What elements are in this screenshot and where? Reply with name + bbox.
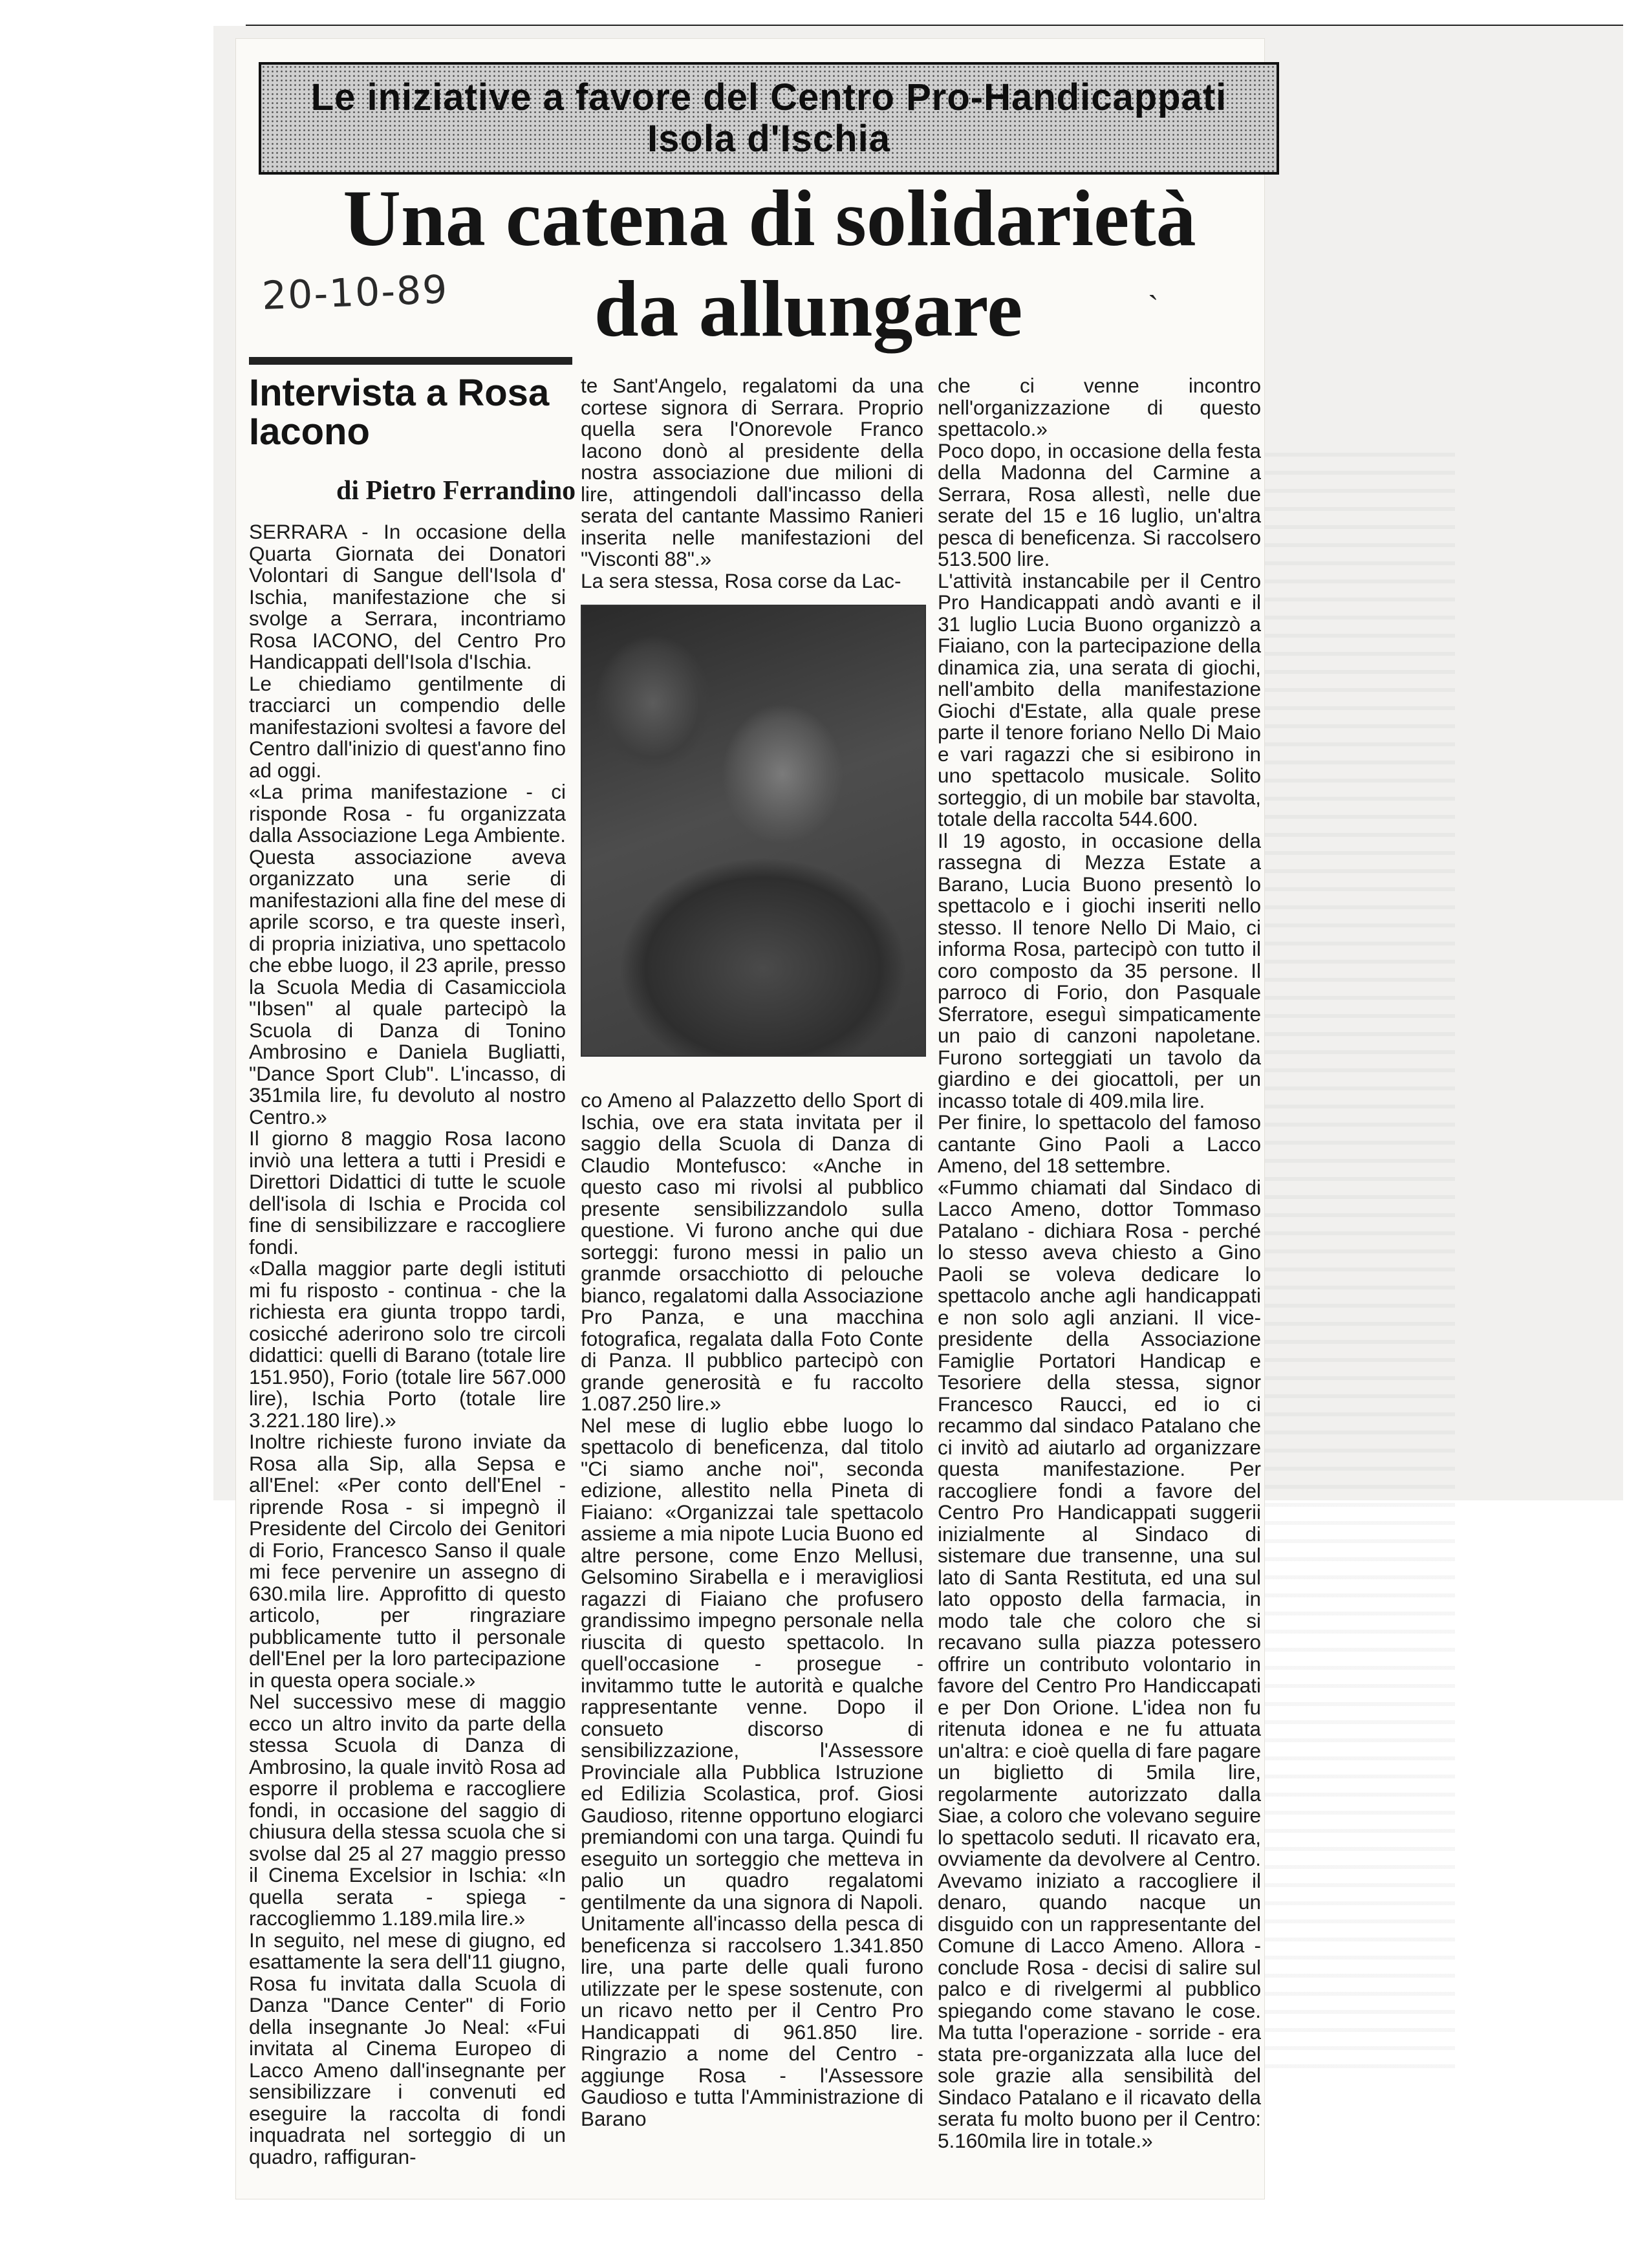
kicker-banner <box>259 62 1279 175</box>
paragraph: Inoltre richieste furono inviate da Rosa alla Sip, alla Sepsa e all'Enel: «Per conto dell'Enel - riprende Rosa - si impegnò il Presidente del Circolo dei Genitori di Forio, Francesco Sanso il quale mi fece pervenire un assegno di 630.mila lire. Approfitto di questo articolo, per ringraziare pubblicamente tutto il personale dell'Enel per la loro partecipazione in questa opera sociale.» <box>249 1430 566 1692</box>
headline <box>304 173 1235 354</box>
kicker-text <box>311 77 1227 160</box>
background-bleed-columns <box>1261 453 1455 2069</box>
paragraph: «La prima manifestazione - ci risponde Rosa - fu organizzata dalla Associazione Lega Ambiente. Questa associazione aveva organizzato una serie di manifestazioni alla fine del mese di aprile scorso, e tra queste inserì, di propria iniziativa, uno spettacolo che ebbe luogo, il 23 aprile, presso la Scuola Media di Casamicciola "Ibsen" al quale partecipò la Scuola di Danza di Tonino Ambrosino e Daniela Bugliatti, "Dance Sport Club". L'incasso, di 351mila lire, fu devoluto al nostro Centro.» <box>249 780 566 1129</box>
article-column-2-bottom <box>581 1090 923 2130</box>
paragraph: Poco dopo, in occasione della festa della Madonna del Carmine a Serrara, Rosa allestì, nelle due serate del 15 e 16 luglio, un'altra pesca di beneficenza. Si raccolsero 513.500 lire. <box>938 438 1261 570</box>
headline-line-1: Una catena di solidarietà <box>343 174 1196 263</box>
handwritten-date: 20-10-89 <box>261 266 449 319</box>
paragraph: te Sant'Angelo, regalatomi da una cortese signora di Serrara. Proprio quella sera l'Onorevole Franco Iacono donò al presidente della nostra associazione due milioni di lire, attingendoli dall'incasso della serata del cantante Massimo Ranieri inserita nelle manifestazioni del "Visconti 88".» <box>581 374 923 570</box>
kicker-line-1: Le iniziative a favore del Centro Pro-Handicappati <box>310 76 1227 118</box>
paragraph: Il 19 agosto, in occasione della rassegna di Mezza Estate a Barano, Lucia Buono presentò lo spettacolo e i giochi inseriti nello stesso. Il tenore Nello Di Maio, ci informa Rosa, partecipò con tutto il coro composto da 35 persone. Il parroco di Forio, don Pasquale Sferratore, eseguì simpaticamente un paio di canzoni napoletane. Furono sorteggiati un tavolo da giardino e dei giocattoli, per un incasso totale di 409.mila lire. <box>938 828 1261 1112</box>
paragraph: co Ameno al Palazzetto dello Sport di Ischia, ove era stata invitata per il saggio della Scuola di Danza di Claudio Montefusco: «Anche in questo caso mi rivolsi al pubblico presente sensibilizzandolo sulla questione. Vi furono anche qui due sorteggi: furono messi in palio un granmde orsacchiotto di pelouche bianco, regalatomi dalla Associazione Pro Panza, e una macchina fotografica, regalata dalla Foto Conte di Panza. Il pubblico partecipò con grande generosità e fu raccolto 1.087.250 lire.» <box>581 1088 923 1415</box>
subhead-rule <box>249 357 572 365</box>
paragraph: Nel mese di luglio ebbe luogo lo spettacolo di beneficenza, dal titolo "Ci siamo anche noi", seconda edizione, allestito nella Pineta di Fiaiano: «Organizzai tale spettacolo assieme a mia nipote Lucia Buono ed altre persone, come Enzo Mellusi, Gelsomino Sirabella e i meravigliosi ragazzi di Fiaiano che profusero grandissimo impegno personale nella riuscita di questo spettacolo. In quell'occasione - prosegue - invitammo tutte le autorità e qualche rappresentante venne. Dopo il consueto discorso di sensibilizzazione, l'Assessore Provinciale alla Pubblica Istruzione ed Edilizia Scolastica, prof. Giosi Gaudioso, ritenne opportuno elogiarci premiandomi con una targa. Quindi fu eseguito un sorteggio che metteva in palio un quadro regalatomi gentilmente da una signora di Napoli. Unitamente all'incasso della pesca di beneficenza si raccolsero 1.341.850 lire, una parte delle quali furono utilizzate per le spese sostenute, con un ricavo netto per il Centro Pro Handicappati di 961.850 lire. Ringrazio a nome del Centro - aggiunge Rosa - l'Assessore Gaudioso e tutta l'Amministrazione di Barano <box>581 1413 923 2130</box>
photo-rosa-iacono-with-child <box>581 605 926 1057</box>
subheading: Intervista a Rosa Iacono <box>249 372 550 453</box>
paragraph: Il giorno 8 maggio Rosa Iacono inviò una lettera a tutti i Presidi e Direttori Didattici di tutte le scuole dell'isola di Ischia e Procida col fine di sensibilizzare e raccogliere fondi. <box>249 1127 566 1258</box>
paragraph: Per finire, lo spettacolo del famoso cantante Gino Paoli a Lacco Ameno, del 18 settembre. <box>938 1110 1261 1177</box>
paragraph: Le chiediamo gentilmente di tracciarci un compendio delle manifestazioni svoltesi a favore del Centro dall'inizio di quest'anno fino ad oggi. <box>249 671 566 782</box>
headline-line-2: da allungare <box>594 265 1023 353</box>
article-column-2-top <box>581 375 923 592</box>
article-column-1 <box>249 521 566 2168</box>
paragraph: Nel successivo mese di maggio ecco un altro invito da parte della stessa Scuola di Danza di Ambrosino, la quale invitò Rosa ad esporre il problema e raccogliere fondi, in occasione del saggio di chiusura della stessa scuola che si svolse dal 25 al 27 maggio presso il Cinema Excelsior in Ischia: «In quella serata - spiega - raccogliemmo 1.189.mila lire.» <box>249 1690 566 1930</box>
paragraph: L'attività instancabile per il Centro Pro Handicappati andò avanti e il 31 luglio Lucia Buono organizzò a Fiaiano, con la partecipazione della dinamica zia, una serata di giochi, nell'ambito della manifestazione Giochi d'Estate, alla quale prese parte il tenore foriano Nello Di Maio e vari ragazzi che si esibirono in uno spettacolo musicale. Solito sorteggio, di un mobile bar stavolta, totale della raccolta 544.600. <box>938 568 1261 830</box>
byline: di Pietro Ferrandino <box>336 476 576 506</box>
kicker-line-2: Isola d'Ischia <box>647 118 890 160</box>
paragraph: «Dalla maggior parte degli istituti mi fu risposto - continua - che la richiesta era giunta troppo tardi, cosicché aderirono solo tre circoli didattici: quelli di Barano (totale lire 151.950), Forio (totale lire 567.000 lire), Ischia Porto (totale lire 3.221.180 lire).» <box>249 1257 566 1432</box>
paragraph: In seguito, nel mese di giugno, ed esattamente la sera dell'11 giugno, Rosa fu invitata dalla Scuola di Danza "Dance Center" di Forio della insegnante Jo Neal: «Fui invitata al Cinema Europeo di Lacco Ameno dall'insegnante per sensibilizzare i convenuti ed eseguire la raccolta di fondi inquadrata nel sorteggio di un quadro, raffiguran- <box>249 1928 566 2168</box>
paragraph: «Fummo chiamati dal Sindaco di Lacco Ameno, dottor Tommaso Patalano - dichiara Rosa - perché lo stesso aveva chiesto a Gino Paoli se voleva dedicare lo spettacolo anche agli handicappati e non solo agli anziani. Il vice-presidente della Associazione Famiglie Portatori Handicap e Tesoriere della stessa, signor Francesco Raucci, ed io ci recammo dal sindaco Patalano che ci invitò ad aiutarlo ad organizzare questa manifestazione. Per raccogliere fondi a favore del Centro Pro Handicappati suggerii inizialmente al Sindaco di sistemare due transenne, una sul lato di Santa Restituta, ed una sul lato opposto della farmacia, in modo tale che coloro che si recavano sulla piazza potessero offrire un contributo volontario in favore del Centro Pro Handiccapati e per Don Orione. L'idea non fu ritenuta idonea e ne fu attuata un'altra: e cioè quella di fare pagare un biglietto di 5mila lire, regolarmente autorizzato dalla Siae, a coloro che volevano seguire lo spettacolo seduti. Il ricavato era, ovviamente da devolvere al Centro. Avevamo iniziato a raccogliere il denaro, quando nacque un disguido con un rappresentante del Comune di Lacco Ameno. Allora - conclude Rosa - decisi di salire sul palco e di rivelgermi al pubblico spiegando come stavano le cose. Ma tutta l'operazione - sorride - era stata pre-organizzata alla luce del sole grazie alla sensibilità del Sindaco Patalano e il ricavato della serata fu molto buono per il Centro: 5.160mila lire in totale.» <box>938 1175 1261 2152</box>
article-column-3 <box>938 375 1261 2152</box>
pen-mark: ` <box>1148 288 1159 325</box>
paragraph: La sera stessa, Rosa corse da Lac- <box>581 568 901 592</box>
paragraph: che ci venne incontro nell'organizzazione di questo spettacolo.» <box>938 374 1261 440</box>
paragraph: SERRARA - In occasione della Quarta Giornata dei Donatori Volontari di Sangue dell'Isola d' Ischia, manifestazione che si svolge a Serrara, incontriamo Rosa IACONO, del Centro Pro Handicappati dell'Isola d'Ischia. <box>249 520 566 673</box>
